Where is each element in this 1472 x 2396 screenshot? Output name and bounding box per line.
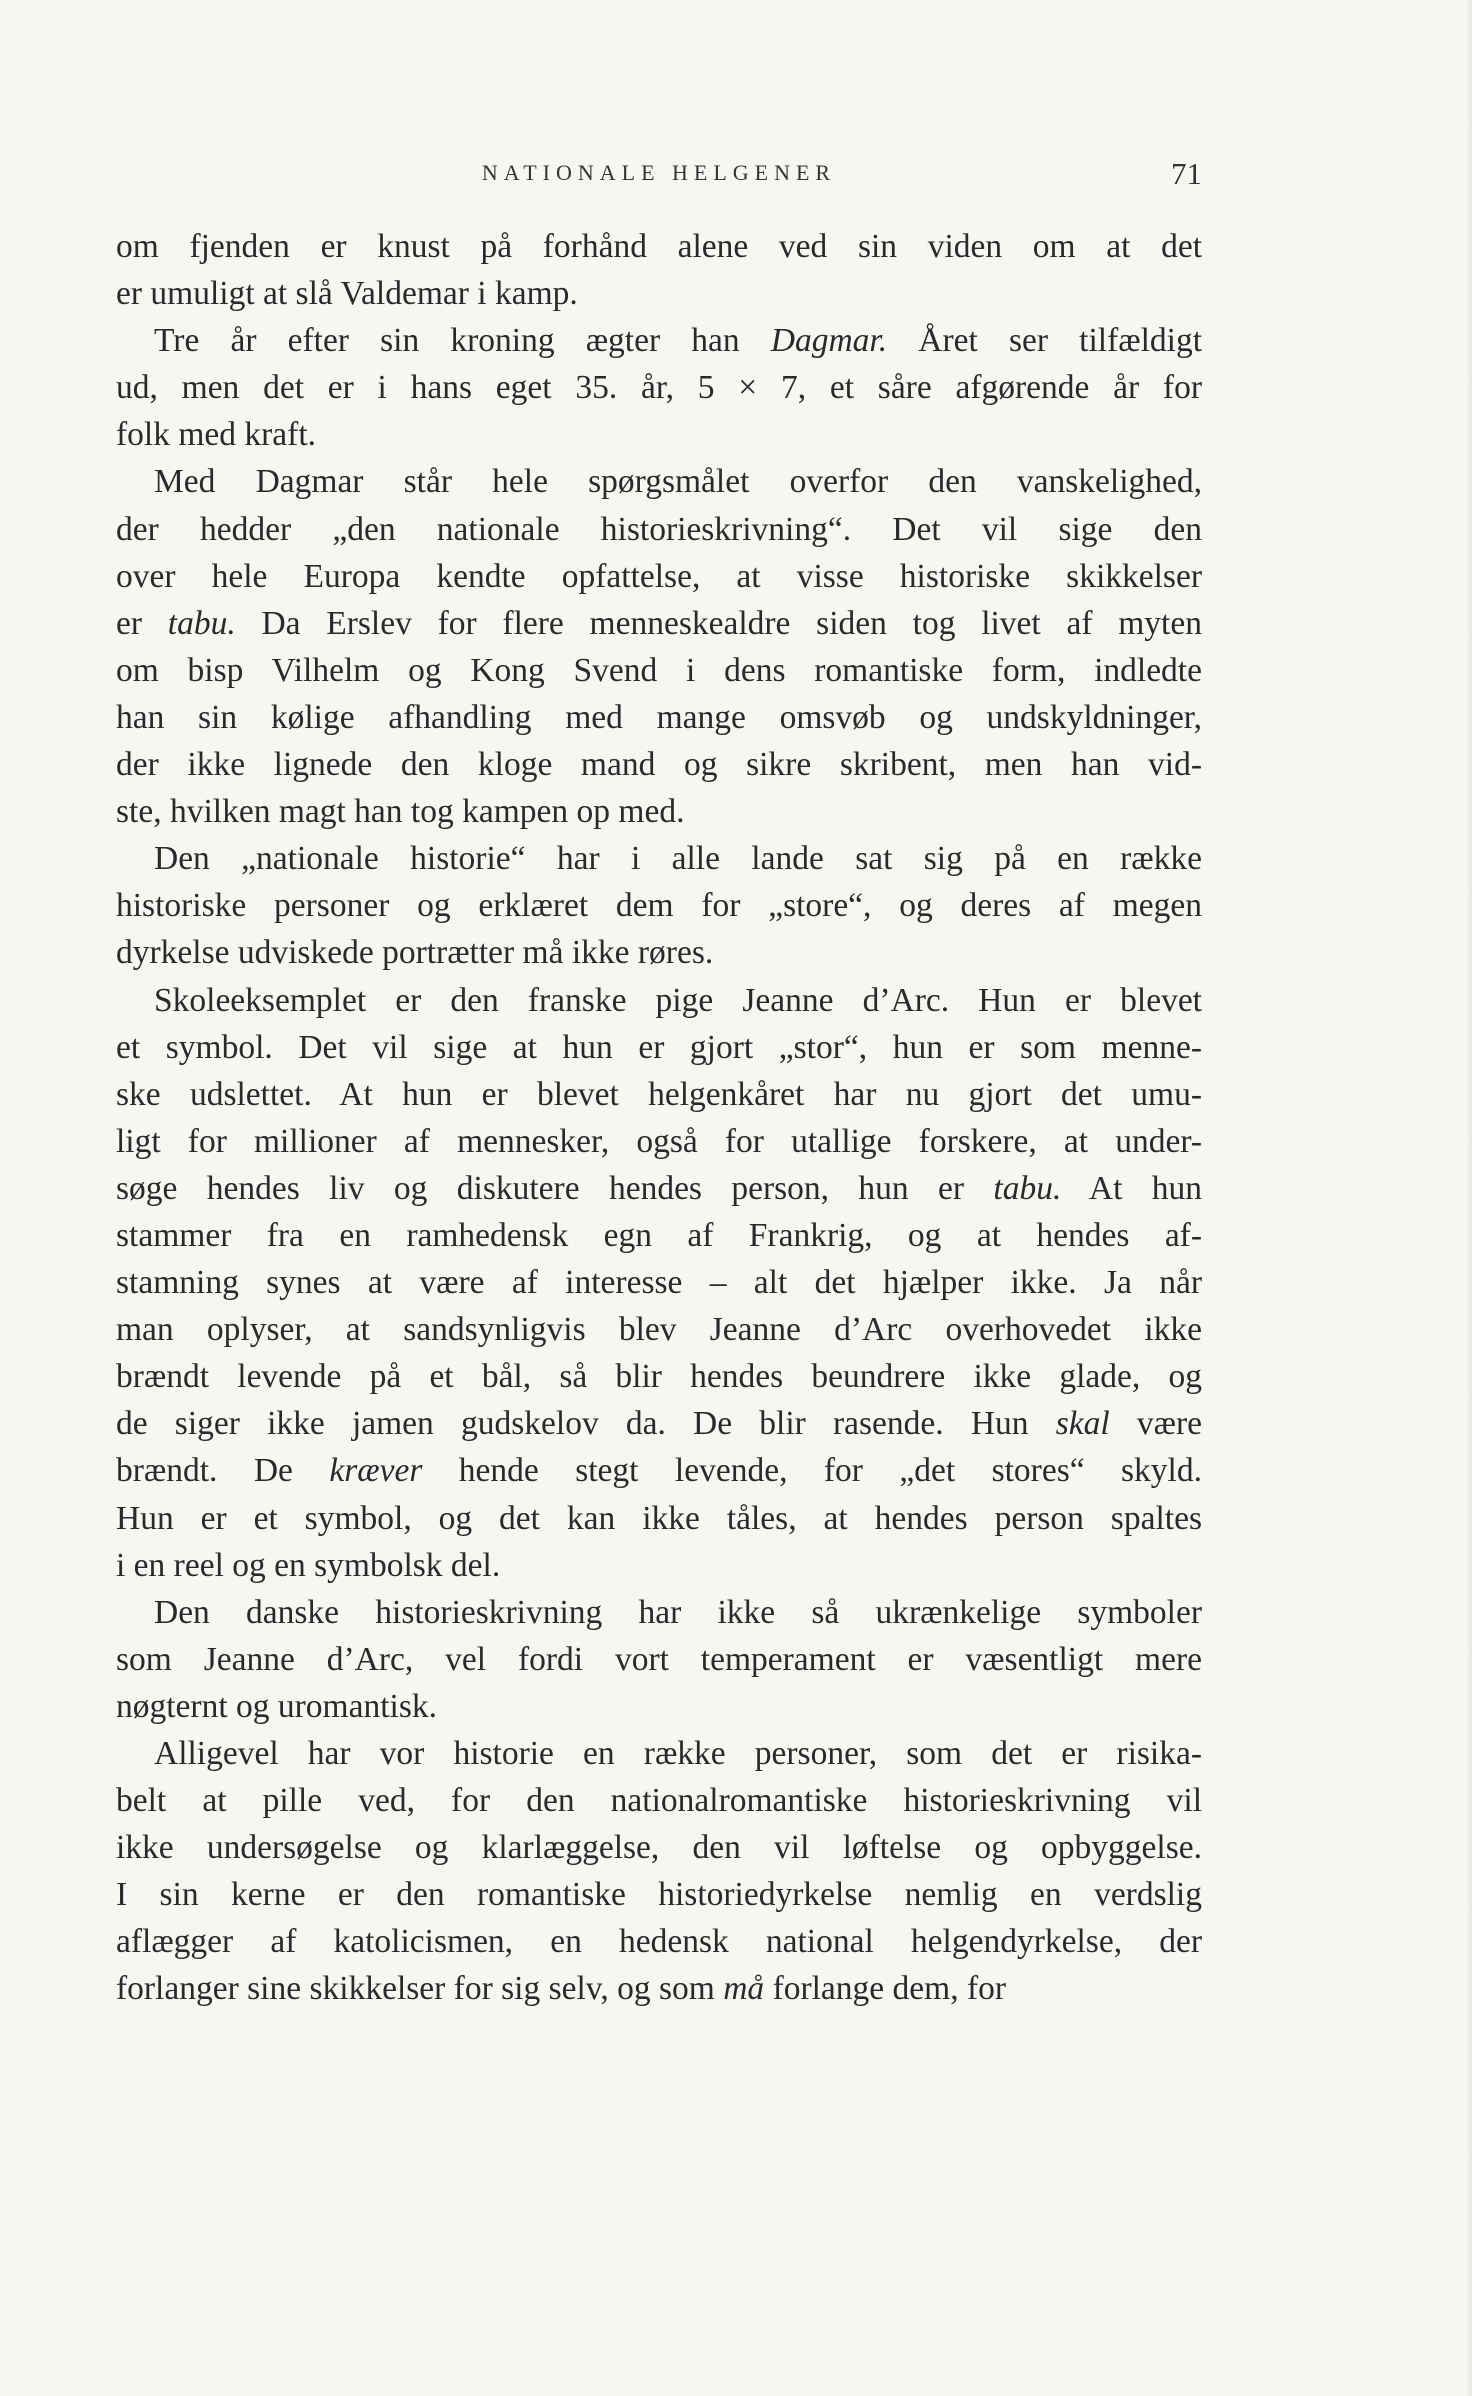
text-run: At hun: [1061, 1169, 1203, 1207]
text-line: [116, 1542, 1202, 1589]
text-line: [116, 1118, 1202, 1165]
text-run: om fjenden er knust på forhånd alene ved sin viden om at det: [116, 228, 1202, 265]
text-run: stammer fra en ramhedensk egn af Frankrig, og at hendes af-: [116, 1216, 1202, 1254]
text-line: [116, 1683, 1202, 1730]
text-run: Da Erslev for flere menneskealdre siden tog livet af myten: [235, 604, 1202, 642]
text-run: være: [1109, 1405, 1202, 1443]
text-run: ske udslettet. At hun er blevet helgenkåret har nu gjort det umu-: [116, 1075, 1202, 1113]
text-line: [116, 1495, 1202, 1542]
text-run: Skoleeksemplet er den franske pige Jeanne d’Arc. Hun er blevet: [154, 981, 1202, 1019]
text-run: ikke undersøgelse og klarlæggelse, den vil løftelse og opbyggelse.: [116, 1829, 1202, 1867]
text-run: Tre år efter sin kroning ægter han: [154, 322, 771, 360]
text-line: [116, 1353, 1202, 1400]
paragraph: [116, 458, 1202, 835]
text-line: [116, 1730, 1202, 1777]
text-line: [116, 1165, 1202, 1212]
text-run: aflægger af katolicismen, en hedensk national helgendyrkelse, der: [116, 1923, 1202, 1961]
text-run: er umuligt at slå Valdemar i kamp.: [116, 275, 578, 313]
text-run: han sin kølige afhandling med mange omsvøb og undskyldninger,: [116, 698, 1202, 736]
text-run: i en reel og en symbolsk del.: [116, 1546, 501, 1584]
text-run: nøgternt og uromantisk.: [116, 1687, 437, 1725]
text-run: Året ser tilfældigt: [887, 322, 1202, 360]
text-line: [116, 741, 1202, 788]
italic-text: skal: [1055, 1405, 1110, 1443]
paragraph: [116, 1589, 1202, 1730]
text-line: [116, 1071, 1202, 1118]
text-line: [116, 600, 1202, 647]
paragraph: [116, 317, 1202, 458]
text-line: [116, 694, 1202, 741]
text-run: brændt. De: [116, 1452, 330, 1490]
text-line: [116, 458, 1202, 505]
text-line: [116, 977, 1202, 1024]
text-run: belt at pille ved, for den nationalromantiske historieskrivning vil: [116, 1782, 1202, 1820]
italic-text: tabu.: [993, 1169, 1062, 1207]
text-run: folk med kraft.: [116, 416, 317, 454]
text-run: I sin kerne er den romantiske historiedyrkelse nemlig en verdslig: [116, 1876, 1202, 1914]
text-line: [116, 835, 1202, 882]
text-line: [116, 1636, 1202, 1683]
text-run: ligt for millioner af mennesker, også for utallige forskere, at under-: [116, 1122, 1202, 1160]
text-line: [116, 882, 1202, 929]
text-line: [116, 1259, 1202, 1306]
text-line: [116, 647, 1202, 694]
text-line: [116, 1918, 1202, 1965]
text-run: der ikke lignede den kloge mand og sikre skribent, men han vid-: [116, 746, 1202, 784]
page-edge: [1466, 0, 1472, 2396]
text-run: Den „nationale historie“ har i alle lande sat sig på en række: [154, 840, 1202, 878]
text-run: forlanger sine skikkelser for sig selv, og som: [116, 1970, 724, 2008]
text-line: [116, 223, 1202, 270]
text-line: [116, 1589, 1202, 1636]
text-run: om bisp Vilhelm og Kong Svend i dens romantiske form, indledte: [116, 651, 1202, 689]
text-run: over hele Europa kendte opfattelse, at visse historiske skikkelser: [116, 557, 1202, 595]
text-run: historiske personer og erklæret dem for „store“, og deres af megen: [116, 887, 1202, 925]
page-header: [116, 156, 1202, 200]
paragraph: [116, 835, 1202, 976]
paragraph: [116, 1730, 1202, 2013]
text-run: som Jeanne d’Arc, vel fordi vort temperament er væsentligt mere: [116, 1640, 1202, 1678]
paragraph: [116, 977, 1202, 1589]
text-line: [116, 506, 1202, 553]
italic-text: kræver: [329, 1452, 423, 1490]
text-line: [116, 1965, 1202, 2012]
text-line: [116, 1871, 1202, 1918]
text-line: [116, 317, 1202, 364]
italic-text: Dagmar.: [770, 322, 888, 360]
text-run: hende stegt levende, for „det stores“ skyld.: [422, 1452, 1202, 1490]
text-run: stamning synes at være af interesse – alt det hjælper ikke. Ja når: [116, 1264, 1202, 1302]
text-run: Med Dagmar står hele spørgsmålet overfor den vanskelighed,: [154, 463, 1202, 501]
text-line: [116, 270, 1202, 317]
page-number: 71: [1171, 156, 1202, 191]
text-line: [116, 553, 1202, 600]
text-run: man oplyser, at sandsynligvis blev Jeanne d’Arc overhovedet ikke: [116, 1311, 1202, 1349]
text-run: dyrkelse udviskede portrætter må ikke røres.: [116, 934, 714, 972]
text-run: der hedder „den nationale historieskrivning“. Det vil sige den: [116, 510, 1202, 548]
text-line: [116, 1447, 1202, 1494]
text-run: søge hendes liv og diskutere hendes person, hun er: [116, 1169, 994, 1207]
text-run: Alligevel har vor historie en række personer, som det er risika-: [154, 1735, 1202, 1772]
running-head: NATIONALE HELGENER: [481, 160, 837, 185]
text-line: [116, 929, 1202, 976]
body-text: [116, 223, 1202, 2013]
italic-text: tabu.: [167, 604, 236, 642]
text-line: [116, 364, 1202, 411]
paragraph: [116, 223, 1202, 317]
text-run: ud, men det er i hans eget 35. år, 5 × 7, et såre afgørende år for: [116, 369, 1202, 407]
text-line: [116, 1777, 1202, 1824]
text-line: [116, 1306, 1202, 1353]
text-line: [116, 788, 1202, 835]
text-line: [116, 1212, 1202, 1259]
text-line: [116, 1824, 1202, 1871]
text-line: [116, 1400, 1202, 1447]
text-run: ste, hvilken magt han tog kampen op med.: [116, 793, 685, 831]
italic-text: må: [723, 1970, 765, 2008]
text-run: brændt levende på et bål, så blir hendes beundrere ikke glade, og: [116, 1358, 1202, 1396]
text-run: forlange dem, for: [764, 1970, 1007, 2008]
text-run: de siger ikke jamen gudskelov da. De blir rasende. Hun: [116, 1405, 1056, 1443]
text-run: Den danske historieskrivning har ikke så ukrænkelige symboler: [154, 1593, 1202, 1631]
text-line: [116, 1024, 1202, 1071]
text-line: [116, 411, 1202, 458]
text-run: et symbol. Det vil sige at hun er gjort „stor“, hun er som menne-: [116, 1028, 1202, 1066]
text-run: er: [116, 604, 168, 642]
text-run: Hun er et symbol, og det kan ikke tåles, at hendes person spaltes: [116, 1499, 1202, 1537]
